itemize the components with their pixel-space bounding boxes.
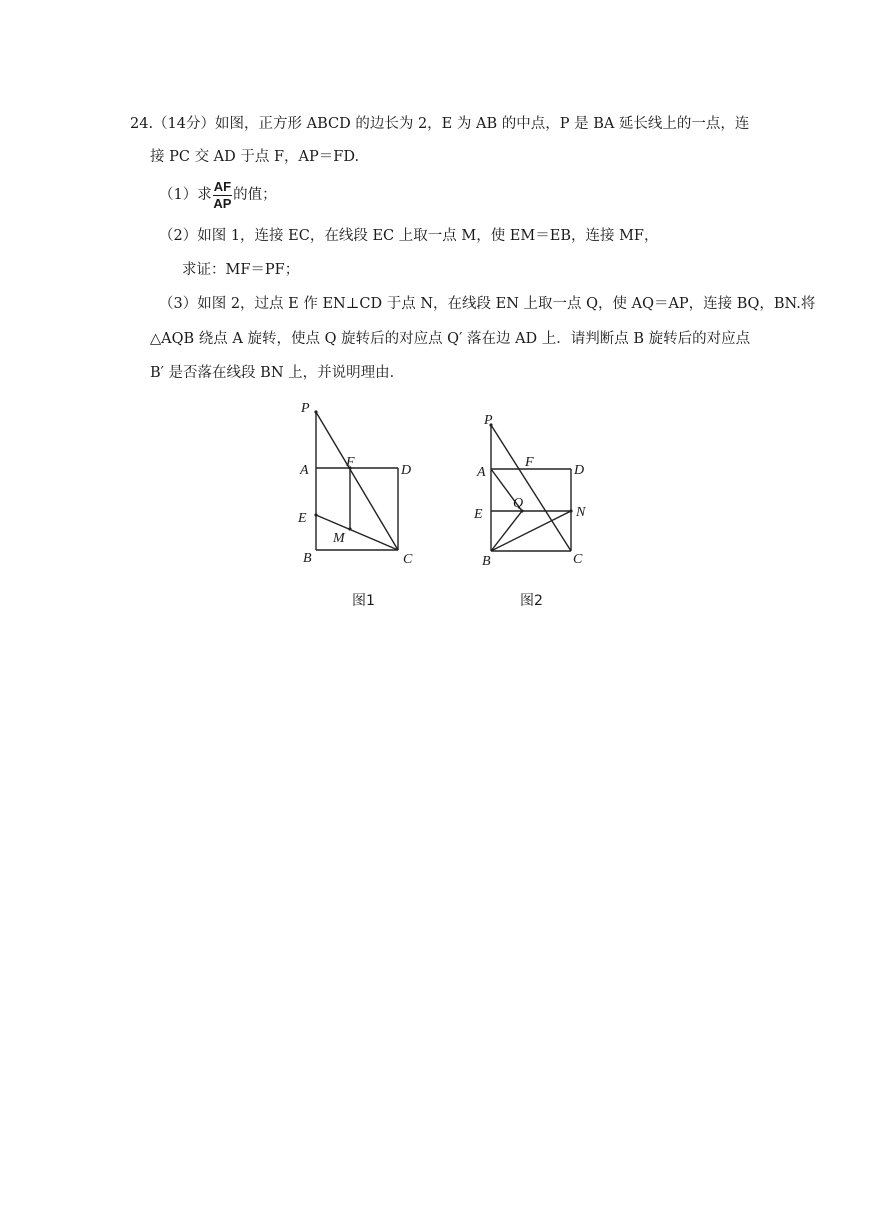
label-b: B	[482, 554, 491, 569]
label-p: P	[484, 413, 493, 428]
segment-ec	[316, 515, 398, 550]
part-2-proof: 求证：MF＝PF；	[182, 262, 300, 278]
label-a: A	[477, 465, 486, 480]
label-m: M	[333, 531, 345, 546]
label-f: F	[525, 455, 534, 470]
label-e: E	[298, 511, 307, 526]
figure-1	[290, 395, 430, 615]
label-f: F	[346, 455, 355, 470]
part-3-line-1: （3）如图 2，过点 E 作 EN⊥CD 于点 N，在线段 EN 上取一点 Q，使 AQ＝AP，连接 BQ，BN.将	[159, 296, 816, 312]
fraction-numerator: AF	[213, 178, 232, 194]
part-2: （2）如图 1，连接 EC，在线段 EC 上取一点 M，使 EM＝EB，连接 MF，	[159, 228, 659, 244]
label-p: P	[301, 401, 310, 416]
part-3-line-3: B′ 是否落在线段 BN 上，并说明理由．	[150, 365, 405, 381]
label-q: Q	[513, 496, 524, 511]
label-c: C	[403, 552, 413, 567]
fraction-af-over-ap	[213, 180, 232, 211]
label-d: D	[574, 463, 585, 478]
part-3-line-2: △AQB 绕点 A 旋转，使点 Q 旋转后的对应点 Q′ 落在边 AD 上．请判断点 B 旋转后的对应点	[150, 331, 751, 347]
fraction-denominator: AP	[213, 195, 232, 211]
label-n: N	[576, 505, 586, 520]
label-c: C	[573, 552, 583, 567]
figure-2-caption: 图2	[520, 593, 543, 609]
figure-1-caption: 图1	[352, 593, 375, 609]
label-d: D	[401, 463, 412, 478]
segment-pc	[316, 412, 398, 550]
part-1	[159, 177, 277, 213]
point-p	[314, 410, 317, 413]
problem-header: 24.（14分）如图，正方形 ABCD 的边长为 2，E 为 AB 的中点，P 是 BA 延长线上的一点，连	[130, 116, 750, 132]
segment-bq	[491, 511, 522, 551]
point-m	[348, 527, 351, 530]
point-n	[569, 509, 572, 512]
part-1-prefix: （1）求	[159, 187, 212, 203]
segment-pc	[491, 425, 571, 551]
problem-line-2: 接 PC 交 AD 于点 F，AP＝FD.	[150, 149, 360, 165]
part-1-suffix: 的值；	[233, 187, 277, 203]
label-b: B	[303, 551, 312, 566]
point-e	[314, 513, 317, 516]
figure-2	[470, 400, 600, 615]
label-e: E	[474, 507, 483, 522]
label-a: A	[300, 463, 309, 478]
